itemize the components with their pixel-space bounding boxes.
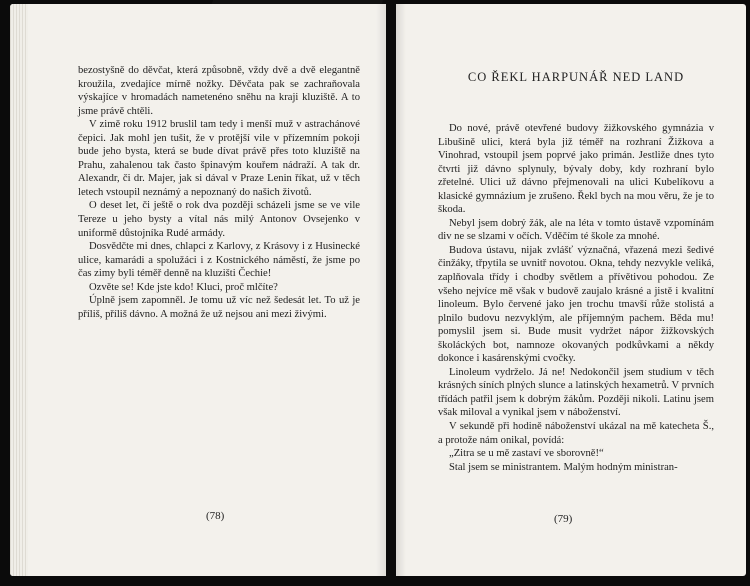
paragraph: Ozvěte se! Kde jste kdo! Kluci, proč mlčíte? (89, 281, 278, 293)
right-page (396, 4, 746, 576)
paragraph: Úplně jsem zapomněl. Je tomu už víc než šedesát let. To už je příliš, příliš dávno. A možná že už nejsou ani mezi živými. (78, 295, 360, 320)
paragraph: Do nové, právě otevřené budovy žižkovského gymnázia v Libušině ulici, která byla již téměř na rozhraní Žižkova a Vinohrad, vstoupil jsem poprvé jako primán. Jestliže dnes tyto čtvrti již dávno splynuly, bývaly doby, kdy rozhraní bylo zřetelné. Ulici už dávno přejmenovali na ulici Kubelíkovu a klasické gymnázium je zrušeno. Řekl bych na mou věru, že je to škoda. (438, 123, 714, 216)
paragraph: Linoleum vydrželo. Já ne! Nedokončil jsem studium v těch krásných síních plných slunce a latinských hexametrů. V prvních třídách patřil jsem k dobrým žákům. Později nikoli. Latinu jsem však miloval a vynikal jsem v náboženství. (438, 366, 714, 419)
paragraph: V zimě roku 1912 bruslil tam tedy i menší muž v astrachánové čepici. Jak mohl jen tušit, že v protější vile v přízemním pokoji bude jeho bysta, která se bude dívat právě přes toto kluziště na Prahu, zahalenou tak často špinavým kouřem nádraží. A tak dr. Alexandr, či dr. Majer, jak si dával v Praze Lenin říkat, už v těch letech vstoupil neznámý a nepoznaný do našich životů. (78, 119, 360, 198)
chapter-title: CO ŘEKL HARPUNÁŘ NED LAND (467, 70, 685, 84)
page-number: (79) (554, 513, 573, 525)
paragraph: Dosvědčte mi dnes, chlapci z Karlovy, z Krásovy i z Husinecké ulice, kamarádi a spolužáci i z Kostnického náměstí, že jsme po čas zimy byli téměř denně na kluzišti Čechie! (78, 241, 360, 280)
left-page-text (78, 64, 360, 321)
paragraph: „Zitra se u mě zastaví ve sborovně!“ (449, 448, 604, 460)
paragraph: Budova ústavu, nijak zvlášť význačná, vřazená mezi šedivé činžáky, třpytila se uvnitř novotou. Okna, tehdy nezvykle veliká, zaplňovala třídy i chodby světlem a přívětivou pohodou. Ze všeho nejvíce mě však v budově zaujalo krásné a jistě i kvalitní linoleum. Bylo červené jako jen trochu tmavší růže stolistá a plnilo budovu nezvyklým, ale příjemným pachem. Běda mu! pomyslil jsem si. Bude musit vydržet nápor žižkovských školáckých bot, namnoze okovaných podkůvkami a někdy dokonce i kasárenskými cvočky. (438, 244, 714, 365)
paragraph: Stal jsem se ministrantem. Malým hodným ministran- (449, 461, 678, 473)
paragraph: Nebyl jsem dobrý žák, ale na léta v tomto ústavě vzpomínám div ne se slzami v očích. Vděčím té škole za mnohé. (438, 217, 714, 243)
right-page-text (438, 122, 714, 474)
paragraph: V sekundě při hodině náboženství ukázal na mě katecheta Š., a protože nám onikal, povídá: (438, 421, 714, 446)
left-page (10, 4, 386, 576)
paragraph: bezostyšně do děvčat, která způsobně, vždy dvě a dvě elegantně kroužila, zvedajíce mírně nožky. Děvčata pak se zachraňovala výskajíce v hromadách nametenéno sněhu na kraji kluziště. A to jsme právě chtěli. (78, 65, 360, 117)
paragraph: O deset let, či ještě o rok dva později scházeli jsme se ve vile Tereze u jeho bysty a vítal nás milý Antonov Ovsejenko v uniformě důstojníka Rudé armády. (78, 200, 360, 239)
page-number: (78) (206, 510, 225, 522)
